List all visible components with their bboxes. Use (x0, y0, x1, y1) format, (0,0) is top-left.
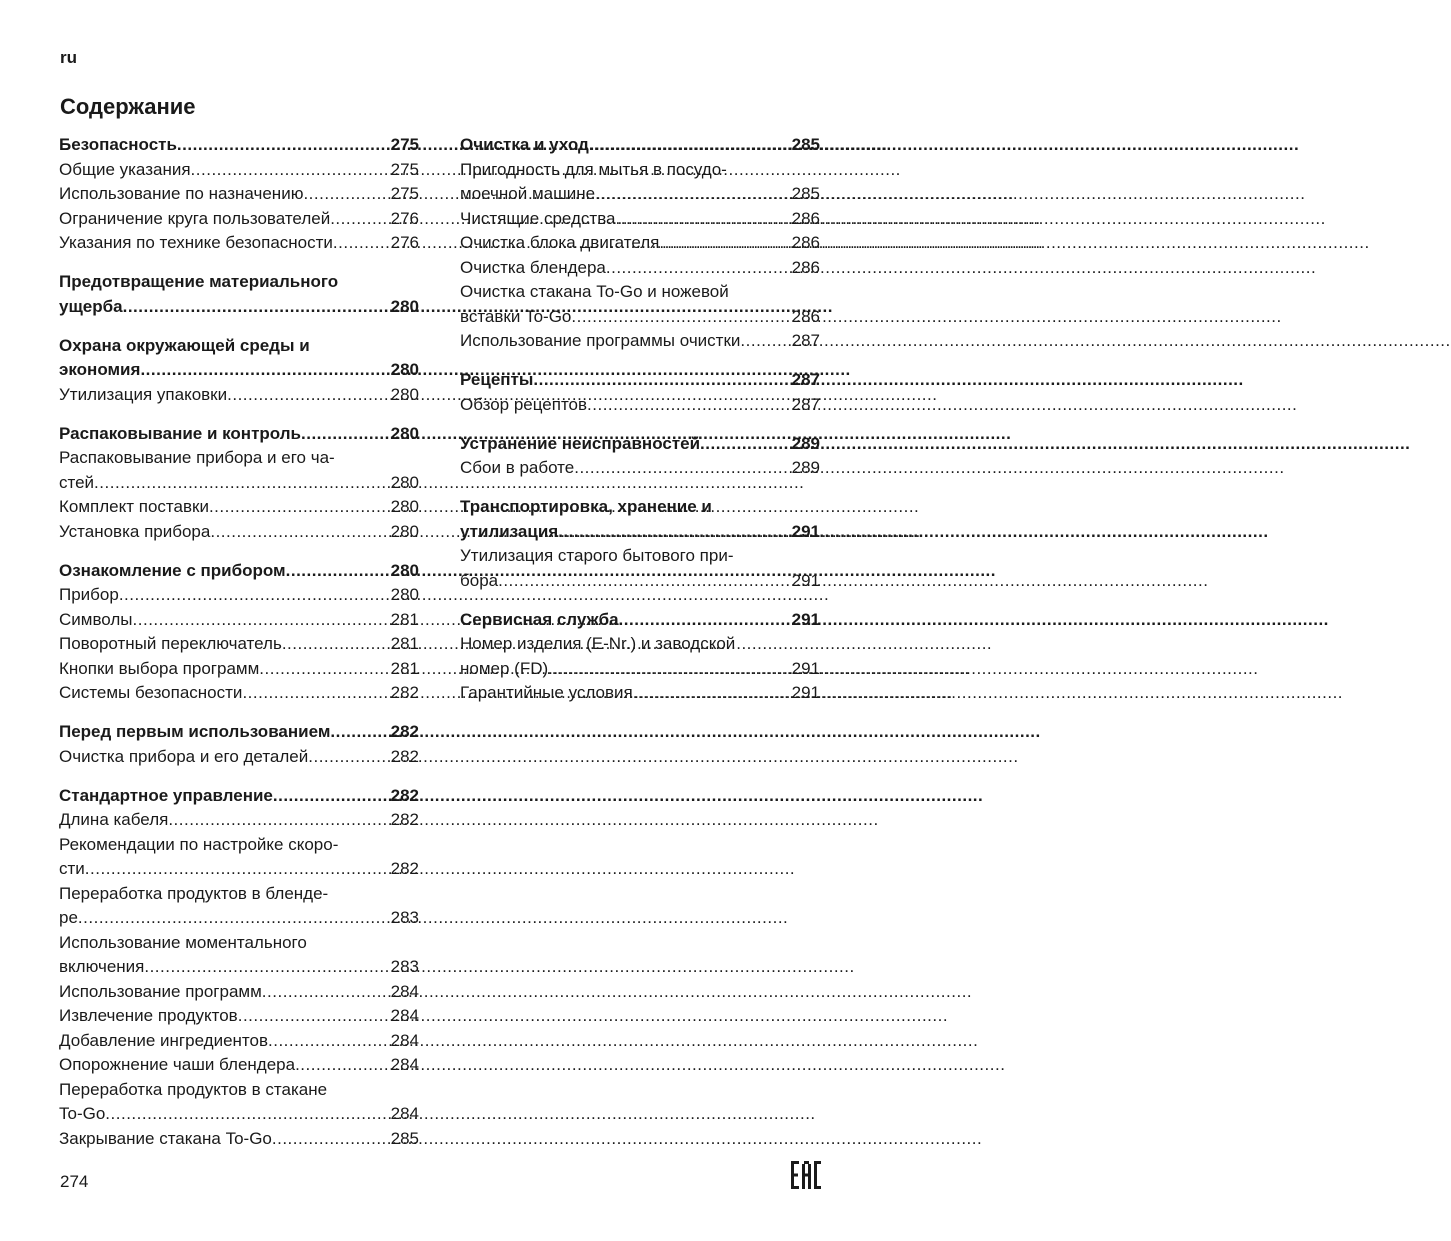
dot-leader (301, 422, 381, 447)
entry-title: To-Go (59, 1104, 106, 1123)
dot-leader (740, 329, 787, 354)
entry-page-number: 280 (390, 472, 419, 492)
entry-title-line: Номер изделия (E-Nr.) и заводской (460, 634, 736, 653)
entry-page-number: 291 (791, 683, 820, 702)
entry-title: Ознакомление с прибором (59, 560, 286, 580)
entry-page-number: 285 (791, 184, 820, 203)
entry-page-number: 282 (390, 722, 419, 741)
toc-section (59, 784, 419, 1152)
dot-leader (633, 681, 788, 706)
entry-row (59, 383, 419, 408)
section-heading[interactable] (460, 495, 820, 544)
entry-title-line: Утилизация старого бытового при- (460, 546, 734, 565)
entry-row (460, 520, 820, 545)
dot-leader (272, 1127, 387, 1152)
dot-leader (227, 383, 387, 408)
entry-page-number: 280 (390, 360, 419, 379)
dot-leader (78, 906, 387, 931)
entry-row (59, 632, 419, 657)
entry-page-number: 285 (390, 1128, 419, 1148)
entry-title: Общие указания (59, 159, 191, 179)
entry-page-number: 284 (390, 1006, 419, 1025)
entry-title: Утилизация упаковки (59, 384, 228, 404)
entry-row (460, 432, 820, 457)
entry-page-number: 275 (390, 135, 419, 154)
toc-entry[interactable] (59, 833, 419, 882)
dot-leader (140, 358, 380, 383)
dot-leader (574, 456, 787, 481)
dot-leader (616, 207, 788, 232)
entry-page-number: 282 (390, 810, 419, 829)
entry-title: Устранение неисправностей (460, 433, 701, 453)
entry-page-number: 281 (390, 658, 419, 678)
dot-leader (210, 520, 386, 545)
entry-title: Закрывание стакана To-Go (59, 1128, 272, 1148)
section-heading[interactable] (460, 432, 820, 457)
toc-entry[interactable] (59, 745, 419, 770)
entry-title: номер (FD) (460, 658, 549, 678)
entry-page-number: 276 (390, 208, 419, 228)
toc-entry[interactable] (460, 681, 820, 706)
dot-leader (119, 583, 387, 608)
entry-title: Добавление ингредиентов (59, 1030, 268, 1050)
entry-row (460, 393, 820, 418)
entry-title-line: Использование моментального (59, 932, 307, 952)
toc-entry[interactable] (59, 158, 419, 183)
entry-title: Опорожнение чаши блендера (59, 1055, 296, 1074)
entry-title: Гарантийные условия (460, 683, 633, 702)
toc-entry[interactable] (460, 544, 820, 593)
entry-row (59, 1004, 419, 1029)
dot-leader (595, 182, 788, 207)
entry-row (59, 955, 419, 980)
entry-row (59, 495, 419, 520)
entry-page-number: 286 (791, 257, 820, 277)
toc-entry[interactable] (59, 495, 419, 520)
entry-row (460, 657, 820, 682)
entry-page-number: 275 (390, 159, 419, 179)
section-heading[interactable] (460, 133, 820, 158)
entry-page-number: 287 (791, 370, 820, 389)
toc-entry[interactable] (59, 1053, 419, 1078)
toc-section (59, 559, 419, 706)
entry-title: стей (59, 472, 95, 492)
toc-entry[interactable] (59, 681, 419, 706)
entry-title: ущерба (59, 296, 123, 316)
entry-title: Указания по технике безопасности (59, 233, 333, 252)
entry-row (460, 133, 820, 158)
entry-row (59, 1127, 419, 1152)
entry-page-number: 291 (791, 521, 820, 541)
entry-title: Использование по назначению (59, 184, 304, 203)
dot-leader (700, 432, 782, 457)
entry-page-number: 285 (791, 135, 820, 154)
entry-page-number: 291 (791, 570, 820, 590)
entry-row (59, 182, 419, 207)
entry-row (59, 1029, 419, 1054)
toc-section (59, 720, 419, 769)
entry-title: Установка прибора (59, 521, 211, 541)
dot-leader (498, 569, 788, 594)
toc-entry[interactable] (59, 931, 419, 980)
entry-page-number: 282 (390, 785, 419, 805)
toc-section (59, 133, 419, 256)
entry-page-number: 287 (791, 331, 820, 350)
entry-page-number: 291 (791, 609, 820, 629)
entry-page-number: 280 (390, 296, 419, 316)
toc-entry[interactable] (59, 383, 419, 408)
entry-title-line: Распаковывание прибора и его ча- (59, 448, 335, 467)
dot-leader (619, 608, 782, 633)
toc-right-column (460, 133, 820, 720)
toc-entry[interactable] (59, 632, 419, 657)
entry-title: Очистка и уход (460, 135, 589, 154)
toc-entry[interactable] (59, 808, 419, 833)
entry-title: утилизация (460, 521, 559, 541)
entry-title: сти (59, 859, 85, 878)
entry-row (460, 368, 820, 393)
dot-leader (209, 495, 387, 520)
dot-leader (606, 256, 788, 281)
entry-title-line: Транспортировка, хранение и (460, 497, 712, 516)
entry-title: Ограничение круга пользователей (59, 208, 331, 228)
dot-leader (94, 471, 387, 496)
entry-title: Использование программ (59, 981, 262, 1001)
entry-title: Длина кабеля (59, 810, 169, 829)
section-heading[interactable] (59, 720, 419, 745)
dot-leader (123, 295, 381, 320)
dot-leader (282, 632, 387, 657)
dot-leader (333, 231, 387, 256)
dot-leader (259, 657, 386, 682)
entry-row (460, 608, 820, 633)
entry-title: Стандартное управление (59, 785, 273, 805)
entry-page-number: 289 (791, 458, 820, 477)
entry-title: моечной машине (460, 184, 596, 203)
entry-page-number: 284 (390, 1104, 419, 1123)
entry-row (460, 569, 820, 594)
entry-page-number: 291 (791, 658, 820, 678)
dot-leader (286, 559, 381, 584)
dot-leader (295, 1053, 387, 1078)
entry-title: Комплект поставки (59, 497, 209, 516)
section-heading[interactable] (59, 334, 419, 383)
dot-leader (273, 784, 381, 809)
entry-row (59, 358, 419, 383)
entry-title: Очистка блока двигателя (460, 233, 660, 252)
entry-row (59, 559, 419, 584)
entry-page-number: 286 (791, 306, 820, 326)
entry-title: вставки To-Go (460, 306, 572, 326)
entry-title: Очистка прибора и его деталей (59, 746, 309, 766)
entry-page-number: 281 (390, 609, 419, 629)
entry-row (460, 256, 820, 281)
entry-row (59, 857, 419, 882)
dot-leader (85, 857, 387, 882)
toc-entry[interactable] (59, 207, 419, 232)
toc-entry[interactable] (59, 583, 419, 608)
entry-row (59, 207, 419, 232)
entry-row (59, 295, 419, 320)
language-label: ru (60, 48, 77, 67)
dot-leader (308, 745, 386, 770)
toc-entry[interactable] (460, 632, 820, 681)
section-heading[interactable] (460, 608, 820, 633)
dot-leader (548, 657, 787, 682)
entry-page-number: 282 (390, 746, 419, 766)
entry-row (59, 231, 419, 256)
toc-entry[interactable] (59, 1078, 419, 1127)
dot-leader (105, 1102, 386, 1127)
section-heading[interactable] (59, 559, 419, 584)
entry-page-number: 280 (390, 497, 419, 516)
entry-page-number: 280 (390, 560, 419, 580)
dot-leader (133, 608, 387, 633)
toc-section (460, 133, 820, 354)
dot-leader (558, 520, 781, 545)
toc-entry[interactable] (59, 1127, 419, 1152)
entry-row (460, 207, 820, 232)
page-number: 274 (60, 1172, 89, 1191)
entry-title: Чистящие средства (460, 208, 616, 228)
entry-page-number: 282 (390, 683, 419, 702)
eac-mark-icon (791, 1160, 821, 1190)
toc-section (460, 495, 820, 593)
entry-row (59, 1102, 419, 1127)
entry-row (59, 980, 419, 1005)
entry-title: экономия (59, 360, 141, 379)
entry-title: Сбои в работе (460, 458, 575, 477)
entry-page-number: 280 (390, 585, 419, 604)
entry-title: бора (460, 570, 499, 590)
toc-entry[interactable] (59, 1029, 419, 1054)
toc-section (460, 608, 820, 706)
entry-title: включения (59, 957, 145, 976)
entry-title-line: Пригодность для мытья в посудо- (460, 159, 727, 179)
dot-leader (587, 393, 788, 418)
entry-row (59, 1053, 419, 1078)
entry-title: Использование программы очистки (460, 331, 741, 350)
toc-entry[interactable] (460, 329, 820, 354)
entry-row (59, 422, 419, 447)
dot-leader (303, 182, 386, 207)
toc-entry[interactable] (59, 231, 419, 256)
toc-entry[interactable] (59, 520, 419, 545)
entry-row (59, 133, 419, 158)
toc-entry[interactable] (59, 882, 419, 931)
entry-title: Перед первым использованием (59, 722, 331, 741)
entry-page-number: 283 (390, 908, 419, 927)
toc-section (460, 368, 820, 417)
dot-leader (589, 133, 782, 158)
entry-page-number: 284 (390, 1055, 419, 1074)
entry-page-number: 280 (390, 423, 419, 443)
page-title: Содержание (60, 94, 196, 119)
entry-row (460, 305, 820, 330)
entry-title: Распаковывание и контроль (59, 423, 301, 443)
entry-row (460, 182, 820, 207)
toc-entry[interactable] (59, 608, 419, 633)
entry-title: Поворотный переключатель (59, 634, 282, 653)
dot-leader (242, 681, 386, 706)
entry-row (59, 720, 419, 745)
entry-row (59, 784, 419, 809)
entry-title: Извлечение продуктов (59, 1006, 238, 1025)
entry-page-number: 275 (390, 184, 419, 203)
dot-leader (168, 808, 386, 833)
entry-title-line: Очистка стакана To-Go и ножевой (460, 282, 729, 301)
entry-page-number: 284 (390, 981, 419, 1001)
dot-leader (330, 207, 386, 232)
dot-leader (571, 305, 787, 330)
toc-entry[interactable] (460, 231, 820, 256)
entry-row (460, 456, 820, 481)
toc-entry[interactable] (460, 393, 820, 418)
section-heading[interactable] (59, 784, 419, 809)
entry-page-number: 286 (791, 233, 820, 252)
section-heading[interactable] (460, 368, 820, 393)
entry-title: ре (59, 908, 78, 927)
toc-entry[interactable] (59, 446, 419, 495)
toc-left-column (59, 133, 419, 1166)
entry-row (460, 329, 820, 354)
dot-leader (533, 368, 781, 393)
entry-title: Сервисная служба (460, 609, 619, 629)
entry-row (59, 745, 419, 770)
entry-page-number: 276 (390, 233, 419, 252)
entry-page-number: 281 (390, 634, 419, 653)
entry-row (59, 520, 419, 545)
section-heading[interactable] (59, 133, 419, 158)
entry-row (59, 583, 419, 608)
dot-leader (268, 1029, 387, 1054)
entry-title: Очистка блендера (460, 257, 606, 277)
toc-entry[interactable] (59, 657, 419, 682)
toc-entry[interactable] (460, 207, 820, 232)
entry-title: Рецепты (460, 370, 534, 389)
entry-page-number: 282 (390, 859, 419, 878)
entry-title: Кнопки выбора программ (59, 658, 260, 678)
entry-title: Безопасность (59, 135, 177, 154)
dot-leader (191, 158, 387, 183)
dot-leader (144, 955, 386, 980)
entry-page-number: 280 (390, 384, 419, 404)
entry-row (59, 471, 419, 496)
entry-page-number: 284 (390, 1030, 419, 1050)
entry-row (59, 906, 419, 931)
entry-page-number: 283 (390, 957, 419, 976)
toc-entry[interactable] (460, 256, 820, 281)
entry-title: Прибор (59, 585, 119, 604)
entry-title: Символы (59, 609, 133, 629)
section-heading[interactable] (59, 270, 419, 319)
entry-title: Системы безопасности (59, 683, 243, 702)
entry-row (59, 808, 419, 833)
entry-row (460, 681, 820, 706)
toc-section (59, 422, 419, 545)
entry-title: Обзор рецептов (460, 394, 588, 414)
toc-entry[interactable] (59, 980, 419, 1005)
entry-title-line: Рекомендации по настройке скоро- (59, 834, 339, 854)
toc-section (460, 432, 820, 481)
toc-section (59, 334, 419, 408)
toc-entry[interactable] (460, 280, 820, 329)
entry-page-number: 280 (390, 521, 419, 541)
toc-entry[interactable] (59, 1004, 419, 1029)
toc-entry[interactable] (460, 456, 820, 481)
entry-title-line: Предотвращение материального (59, 272, 339, 291)
toc-entry[interactable] (59, 182, 419, 207)
entry-row (59, 608, 419, 633)
dot-leader (177, 133, 381, 158)
dot-leader (330, 720, 380, 745)
entry-row (460, 231, 820, 256)
entry-title-line: Переработка продуктов в стакане (59, 1079, 328, 1099)
section-heading[interactable] (59, 422, 419, 447)
entry-row (59, 657, 419, 682)
entry-page-number: 286 (791, 208, 820, 228)
entry-title-line: Охрана окружающей среды и (59, 335, 310, 355)
entry-row (59, 681, 419, 706)
toc-section (59, 270, 419, 319)
entry-row (59, 158, 419, 183)
dot-leader (262, 980, 387, 1005)
dot-leader (238, 1004, 387, 1029)
toc-entry[interactable] (460, 158, 820, 207)
entry-page-number: 287 (791, 394, 820, 414)
entry-page-number: 289 (791, 433, 820, 453)
entry-title-line: Переработка продуктов в бленде- (59, 883, 329, 903)
dot-leader (659, 231, 787, 256)
